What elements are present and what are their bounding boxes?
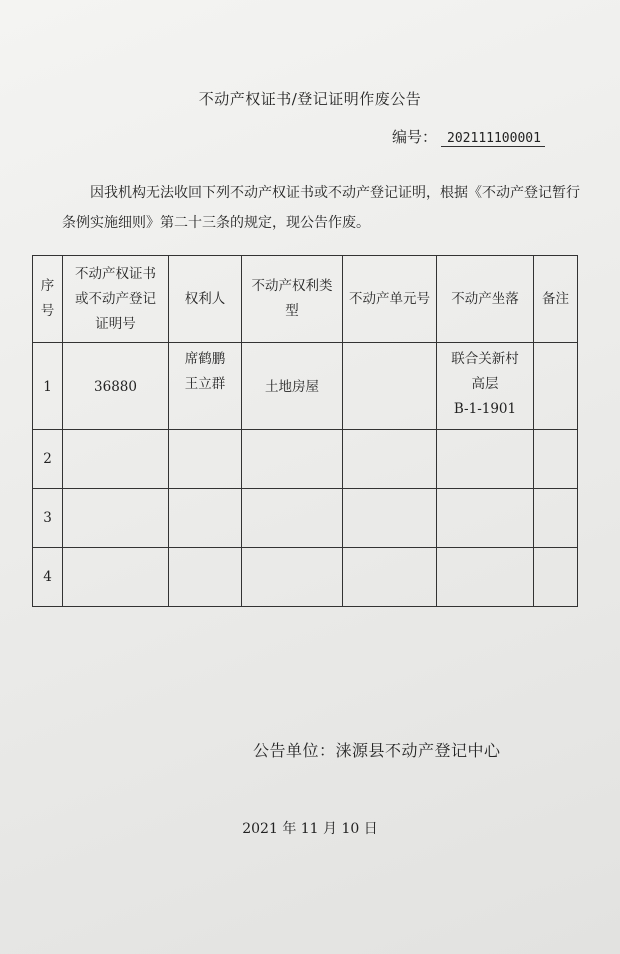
cell-no: 3 [33, 489, 63, 548]
cell-no: 2 [33, 430, 63, 489]
document-title: 不动产权证书/登记证明作废公告 [198, 90, 422, 108]
cell-location [437, 430, 534, 489]
header-cert-no: 不动产权证书 或不动产登记 证明号 [63, 256, 169, 343]
cell-holder: 席鹤鹏 王立群 [169, 343, 242, 430]
cell-cert-no: 36880 [63, 343, 169, 430]
table-row [33, 548, 578, 607]
cell-note [534, 343, 578, 430]
issuing-unit: 公告单位：涞源县不动产登记中心 [253, 741, 501, 760]
number-value: 202111100001 [441, 131, 545, 147]
cell-unit-no [343, 343, 437, 430]
cell-right-type [242, 548, 343, 607]
cell-unit-no [343, 489, 437, 548]
number-label: 编号： [392, 128, 438, 146]
header-holder: 权利人 [169, 256, 242, 343]
document-number [392, 126, 545, 147]
cell-no: 1 [33, 343, 63, 430]
header-no: 序 号 [33, 256, 63, 343]
cell-right-type [242, 430, 343, 489]
cell-unit-no [343, 430, 437, 489]
header-unit-no: 不动产单元号 [343, 256, 437, 343]
table-row [33, 430, 578, 489]
cell-no: 4 [33, 548, 63, 607]
cell-location [437, 489, 534, 548]
cell-cert-no [63, 430, 169, 489]
cell-location [437, 548, 534, 607]
cell-note [534, 548, 578, 607]
cell-holder [169, 430, 242, 489]
header-location: 不动产坐落 [437, 256, 534, 343]
table-header-row [33, 256, 578, 343]
cell-note [534, 430, 578, 489]
cell-holder [169, 548, 242, 607]
cell-right-type: 土地房屋 [242, 343, 343, 430]
header-right-type: 不动产权利类 型 [242, 256, 343, 343]
cell-cert-no [63, 489, 169, 548]
void-certificate-table [32, 255, 578, 607]
cell-cert-no [63, 548, 169, 607]
cell-holder [169, 489, 242, 548]
cell-note [534, 489, 578, 548]
table-row [33, 343, 578, 430]
cell-right-type [242, 489, 343, 548]
table-row [33, 489, 578, 548]
issue-date: 2021 年 11 月 10 日 [242, 821, 378, 837]
cell-location: 联合关新村 高层 B-1-1901 [437, 343, 534, 430]
notice-paragraph: 因我机构无法收回下列不动产权证书或不动产登记证明，根据《不动产登记暂行条例实施细则》第二十三条的规定，现公告作废。 [62, 185, 580, 231]
header-note: 备注 [534, 256, 578, 343]
cell-unit-no [343, 548, 437, 607]
